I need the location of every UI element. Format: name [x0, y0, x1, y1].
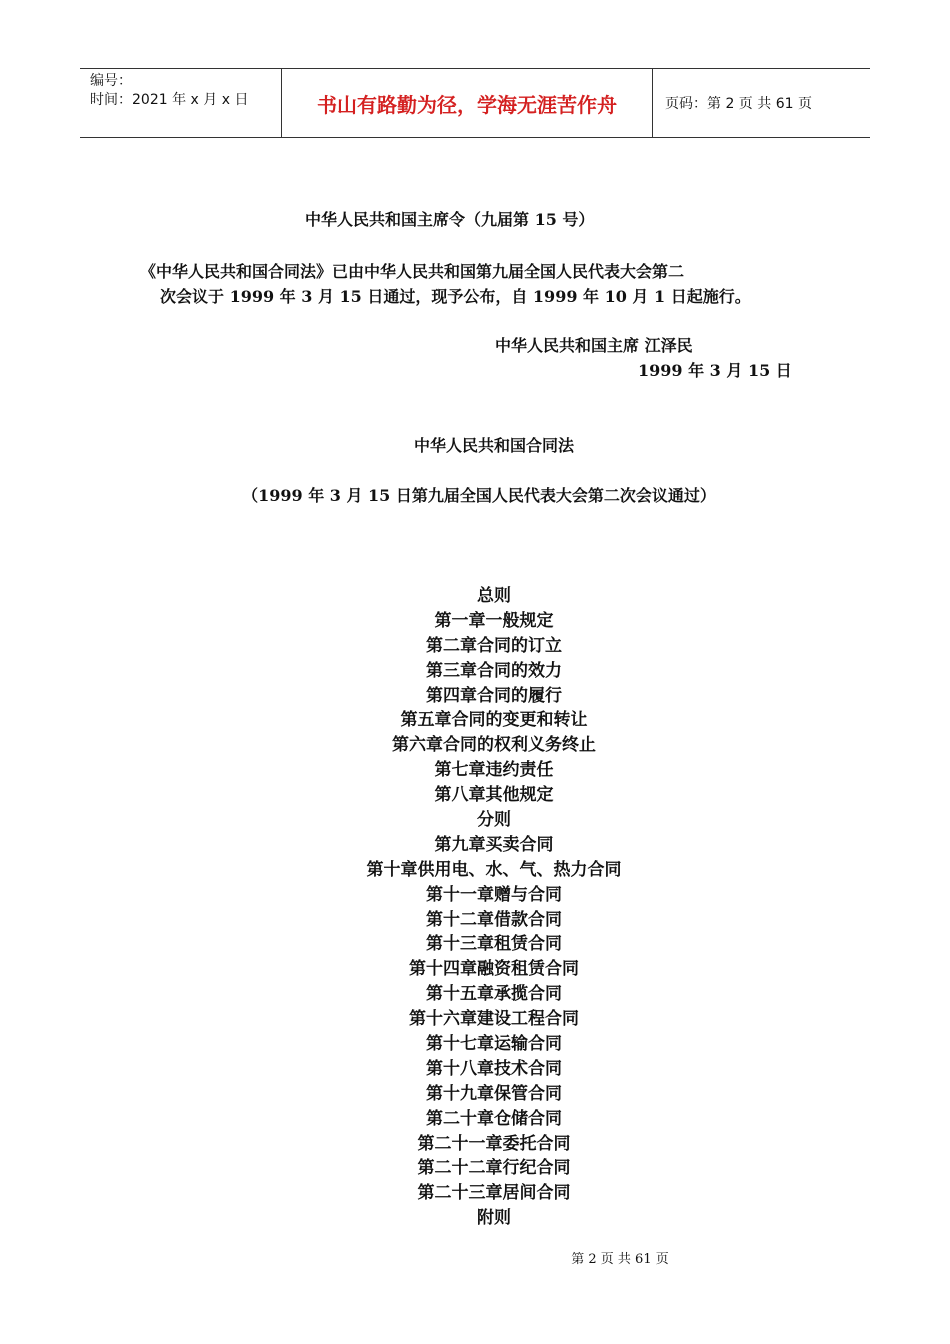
toc-item: 第十六章建设工程合同: [409, 1009, 579, 1030]
toc-item: 第十一章赠与合同: [426, 884, 562, 905]
toc-item: 第二章合同的订立: [426, 635, 562, 656]
decree-title: 中华人民共和国主席令（九届第 15 号）: [305, 210, 595, 229]
toc-item: 第十五章承揽合同: [426, 984, 562, 1005]
law-subtitle: （1999 年 3 月 15 日第九届全国人民代表大会第二次会议通过）: [242, 486, 716, 505]
law-title: 中华人民共和国合同法: [413, 436, 574, 455]
toc-item: 第三章合同的效力: [426, 660, 562, 681]
decree-signatory: 中华人民共和国主席 江泽民: [495, 336, 693, 355]
header-table: [80, 68, 870, 138]
decree-body-line1: 《中华人民共和国合同法》已由中华人民共和国第九届全国人民代表大会第二: [140, 262, 685, 281]
time-label: 时间：2021 年 x 月 x 日: [90, 92, 249, 108]
toc-item: 第十章供用电、水、气、热力合同: [366, 859, 622, 880]
decree-date: 1999 年 3 月 15 日: [638, 361, 792, 380]
toc-item: 第十四章融资租赁合同: [409, 959, 579, 980]
toc-item: 第一章一般规定: [434, 610, 554, 631]
number-label: 编号：: [90, 73, 132, 89]
toc-item: 第八章其他规定: [434, 785, 554, 806]
toc-item: 总则: [477, 586, 511, 606]
toc-item: 第二十章仓储合同: [426, 1108, 562, 1129]
toc-item: 第七章违约责任: [434, 760, 554, 781]
toc-item: 第六章合同的权利义务终止: [392, 735, 596, 756]
header-meta-cell: [80, 69, 282, 137]
toc-item: 第十八章技术合同: [426, 1058, 562, 1079]
toc-item: 第二十一章委托合同: [417, 1133, 571, 1154]
decree-body-line2: 次会议于 1999 年 3 月 15 日通过，现予公布，自 1999 年 10 月 1 日起施行。: [160, 287, 751, 306]
toc-item: 第二十二章行纪合同: [417, 1158, 571, 1179]
toc-item: 第五章合同的变更和转让: [400, 710, 588, 731]
toc-item: 第十二章借款合同: [426, 909, 562, 930]
page-footer: 第 2 页 共 61 页: [571, 1252, 669, 1267]
toc-item: 第九章买卖合同: [434, 834, 554, 855]
page-info: 页码：第 2 页 共 61 页: [665, 96, 812, 112]
toc-item: 第十九章保管合同: [426, 1083, 562, 1104]
toc-item: 第二十三章居间合同: [417, 1183, 571, 1204]
table-of-contents: [0, 584, 950, 1231]
toc-item: 第十三章租赁合同: [426, 934, 562, 955]
toc-item: 分则: [477, 810, 511, 831]
motto: 书山有路勤为径，学海无涯苦作舟: [282, 69, 653, 137]
toc-item: 第十七章运输合同: [426, 1034, 562, 1055]
toc-item: 附则: [477, 1208, 511, 1229]
toc-item: 第四章合同的履行: [426, 685, 562, 706]
